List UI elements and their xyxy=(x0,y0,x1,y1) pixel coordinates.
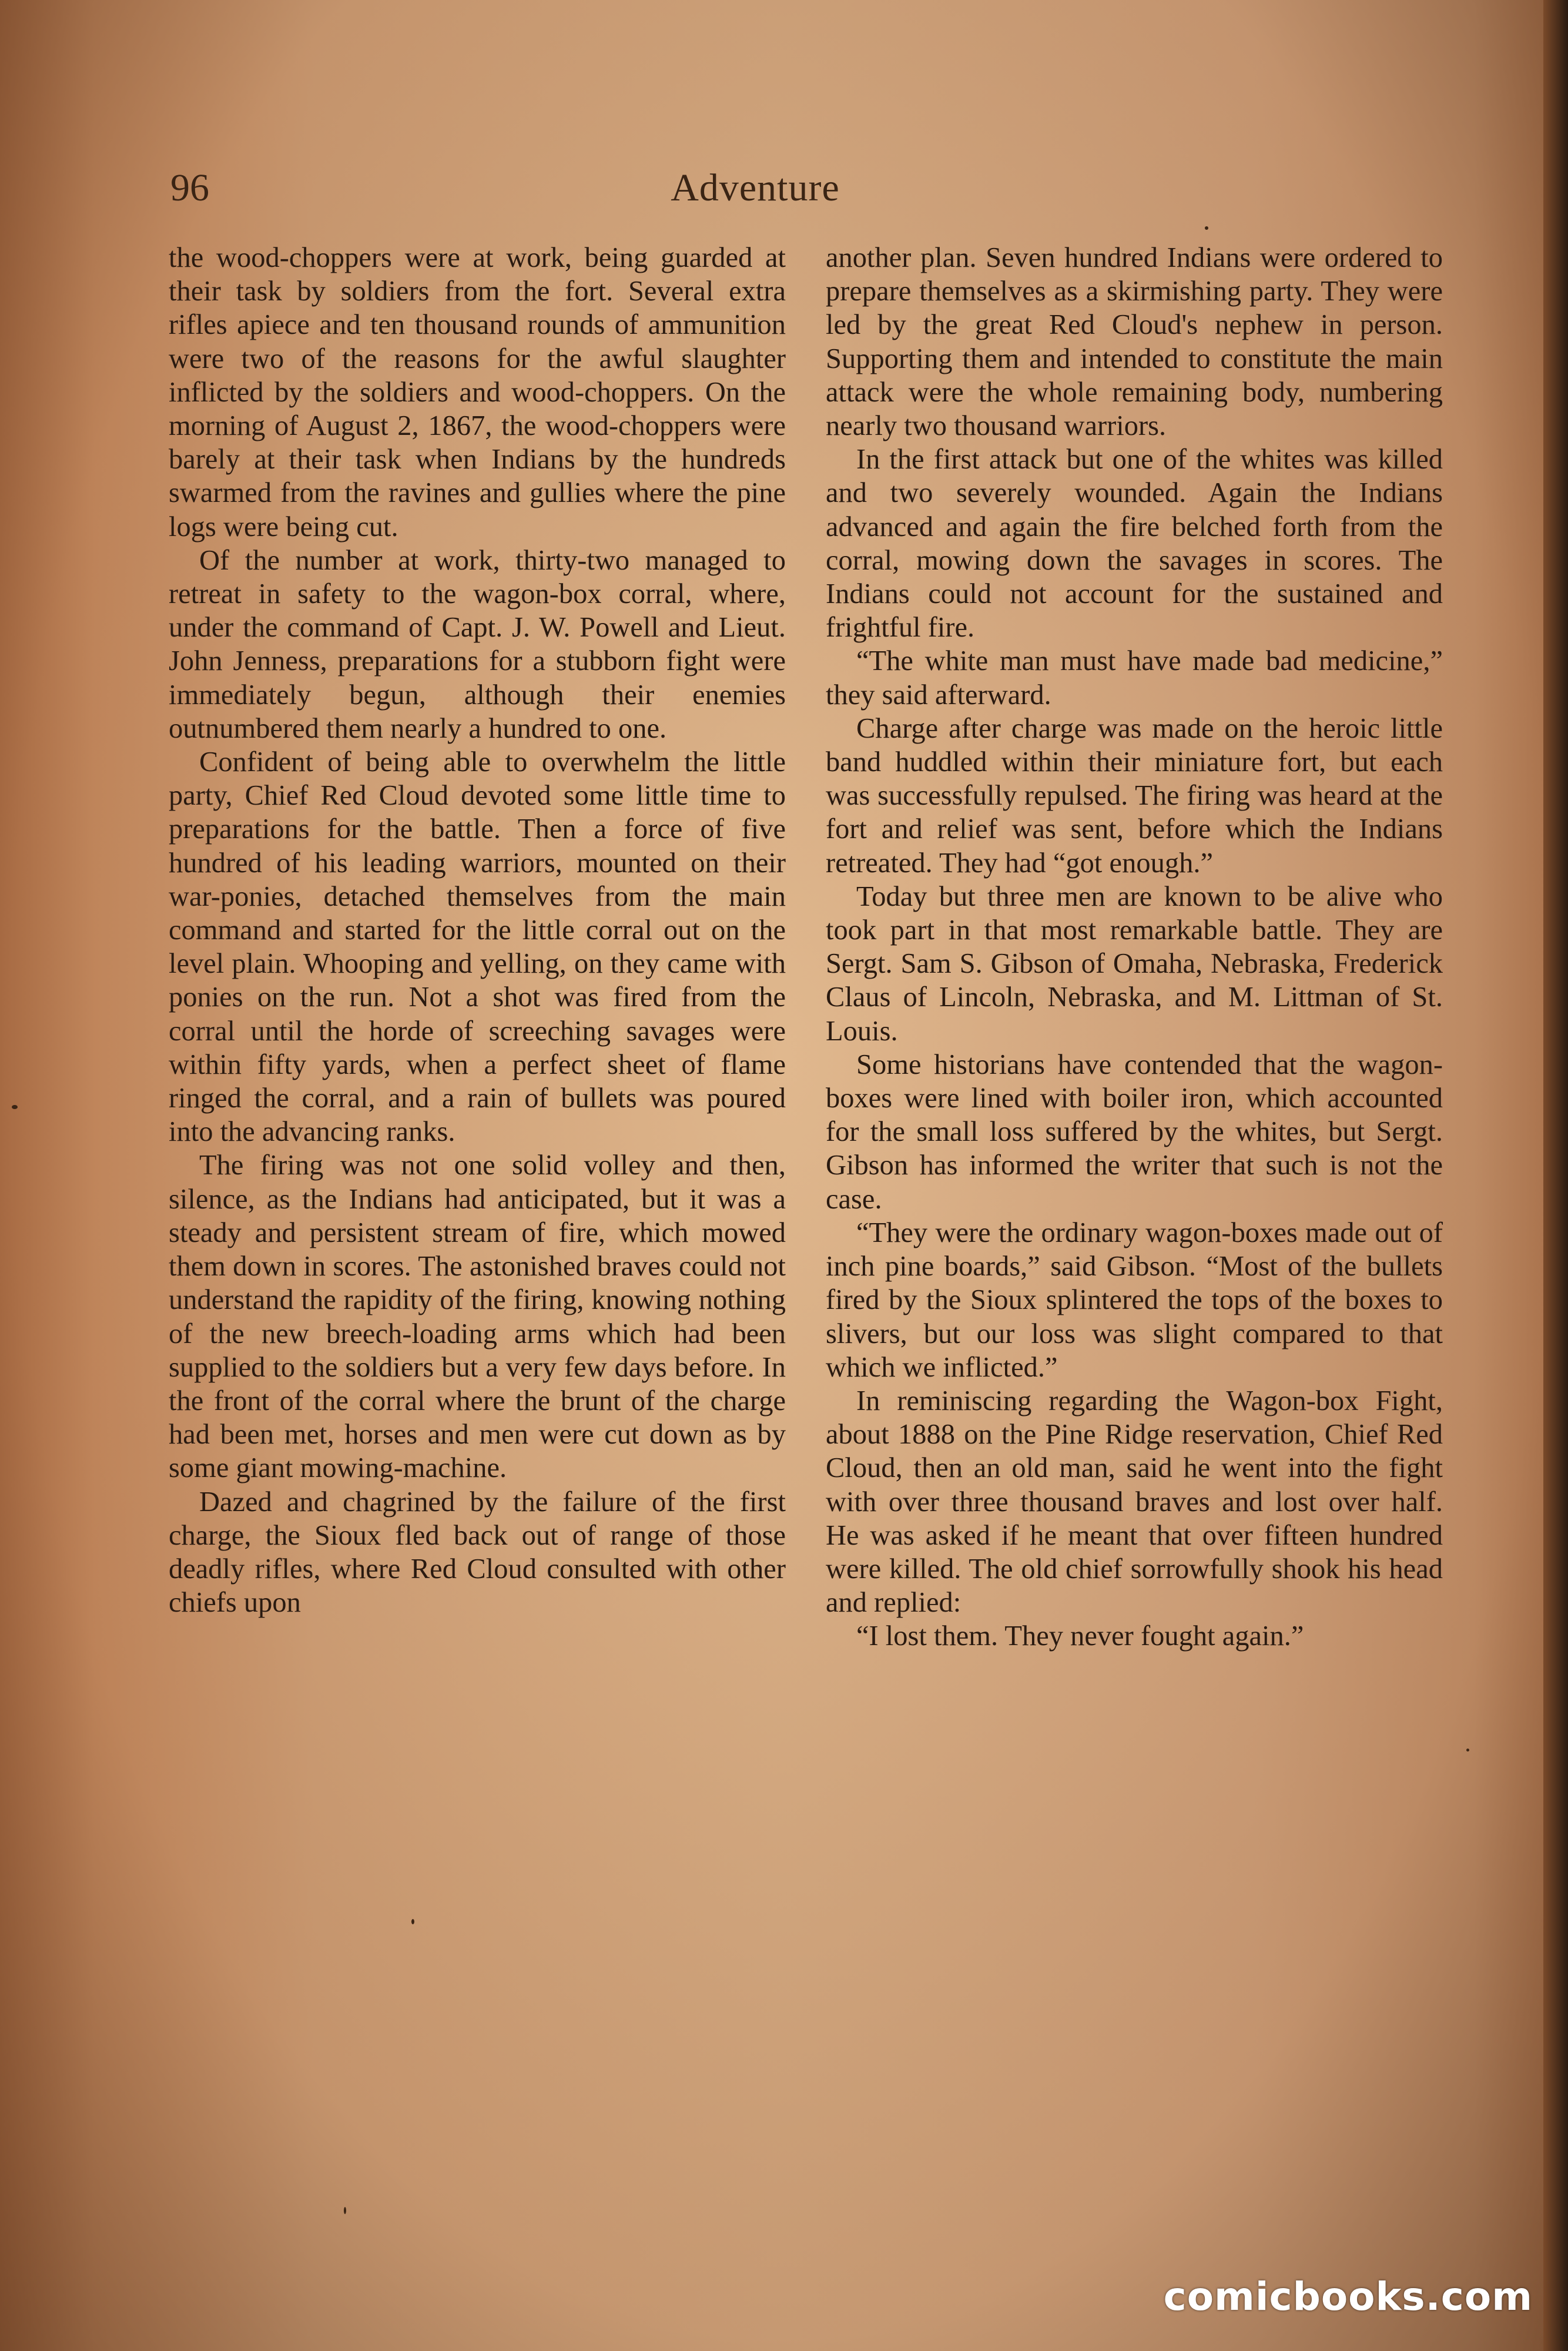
left-column xyxy=(169,241,786,1619)
paragraph: “The white man must have made bad medicine,” they said afterward. xyxy=(826,645,1443,711)
paper-speck xyxy=(1205,226,1208,230)
paragraph: The firing was not one solid volley and then, silence, as the Indians had anticipated, but it was a steady and persistent stream of fire, which mowed them down in scores. The astonished braves could not understand the rapidity of the firing, knowing nothing of the new breech-loading arms which had been supplied to the soldiers but a very few days before. In the front of the corral where the brunt of the charge had been met, horses and men were cut down as by some giant mowing-machine. xyxy=(169,1150,786,1484)
binding-edge xyxy=(1543,0,1568,2351)
paragraph: Today but three men are known to be alive who took part in that most remarkable battle. They are Sergt. Sam S. Gibson of Omaha, Nebraska, Frederick Claus of Lincoln, Nebraska, and M. Littman of St. Louis. xyxy=(826,880,1443,1047)
paragraph: “They were the ordinary wagon-boxes made out of inch pine boards,” said Gibson. “Most of the bullets fired by the Sioux splintered the tops of the boxes to slivers, but our loss was slight compared to that which we inflicted.” xyxy=(826,1217,1443,1383)
paragraph: Some historians have contended that the wagon-boxes were lined with boiler iron, which accounted for the small loss suffered by the whites, but Sergt. Gibson has informed the writer that such is not the case. xyxy=(826,1049,1443,1215)
running-header xyxy=(170,165,1340,212)
right-column xyxy=(826,241,1443,1653)
paragraph: another plan. Seven hundred Indians were ordered to prepare themselves as a skirmishing party. They were led by the great Red Cloud's nephew in person. Supporting them and intended to constitute the main attack were the whole remaining body, numbering nearly two thousand warriors. xyxy=(826,242,1443,442)
paragraph: “I lost them. They never fought again.” xyxy=(856,1620,1304,1652)
paragraph: Dazed and chagrined by the failure of the first charge, the Sioux fled back out of range of those deadly rifles, where Red Cloud consulted with other chiefs upon xyxy=(169,1486,786,1619)
watermark: comicbooks.com xyxy=(1163,2274,1533,2319)
paragraph: the wood-choppers were at work, being guarded at their task by soldiers from the fort. Several extra rifles apiece and ten thousand rounds of ammunition were two of the reasons for the awful slaughter inflicted by the soldiers and wood-choppers. On the morning of August 2, 1867, the wood-choppers were barely at their task when Indians by the hundreds swarmed from the ravines and gullies where the pine logs were being cut. xyxy=(169,242,786,542)
paragraph: Confident of being able to overwhelm the little party, Chief Red Cloud devoted some little time to preparations for the battle. Then a force of five hundred of his leading warriors, mounted on their war-ponies, detached themselves from the main command and started for the little corral out on the level plain. Whooping and yelling, on they came with ponies on the run. Not a shot was fired from the corral until the horde of screeching savages were within fifty yards, when a perfect sheet of flame ringed the corral, and a rain of bullets was poured into the advancing ranks. xyxy=(169,746,786,1148)
paragraph: Charge after charge was made on the heroic little band huddled within their miniature fort, but each was successfully repulsed. The firing was heard at the fort and relief was sent, before which the Indians retreated. They had “got enough.” xyxy=(826,712,1443,879)
paragraph: In reminiscing regarding the Wagon-box Fight, about 1888 on the Pine Ridge reservation, Chief Red Cloud, then an old man, said he went into the fight with over three thousand braves and lost over half. He was asked if he meant that over fifteen hundred were killed. The old chief sorrowfully shook his head and replied: xyxy=(826,1385,1443,1619)
page-number: 96 xyxy=(170,166,209,209)
paragraph: In the first attack but one of the whites was killed and two severely wounded. Again the Indians advanced and again the fire belched forth from the corral, mowing down the savages in scores. The Indians could not account for the sustained and frightful fire. xyxy=(826,444,1443,644)
paper-speck xyxy=(1466,1749,1469,1751)
paper-speck xyxy=(344,2207,346,2214)
paper-speck xyxy=(411,1919,414,1924)
paper-speck xyxy=(12,1105,18,1109)
paragraph: Of the number at work, thirty-two managed to retreat in safety to the wagon-box corral, where, under the command of Capt. J. W. Powell and Lieut. John Jenness, preparations for a stubborn fight were immediately begun, although their enemies outnumbered them nearly a hundred to one. xyxy=(169,544,786,744)
running-title: Adventure xyxy=(671,166,840,209)
